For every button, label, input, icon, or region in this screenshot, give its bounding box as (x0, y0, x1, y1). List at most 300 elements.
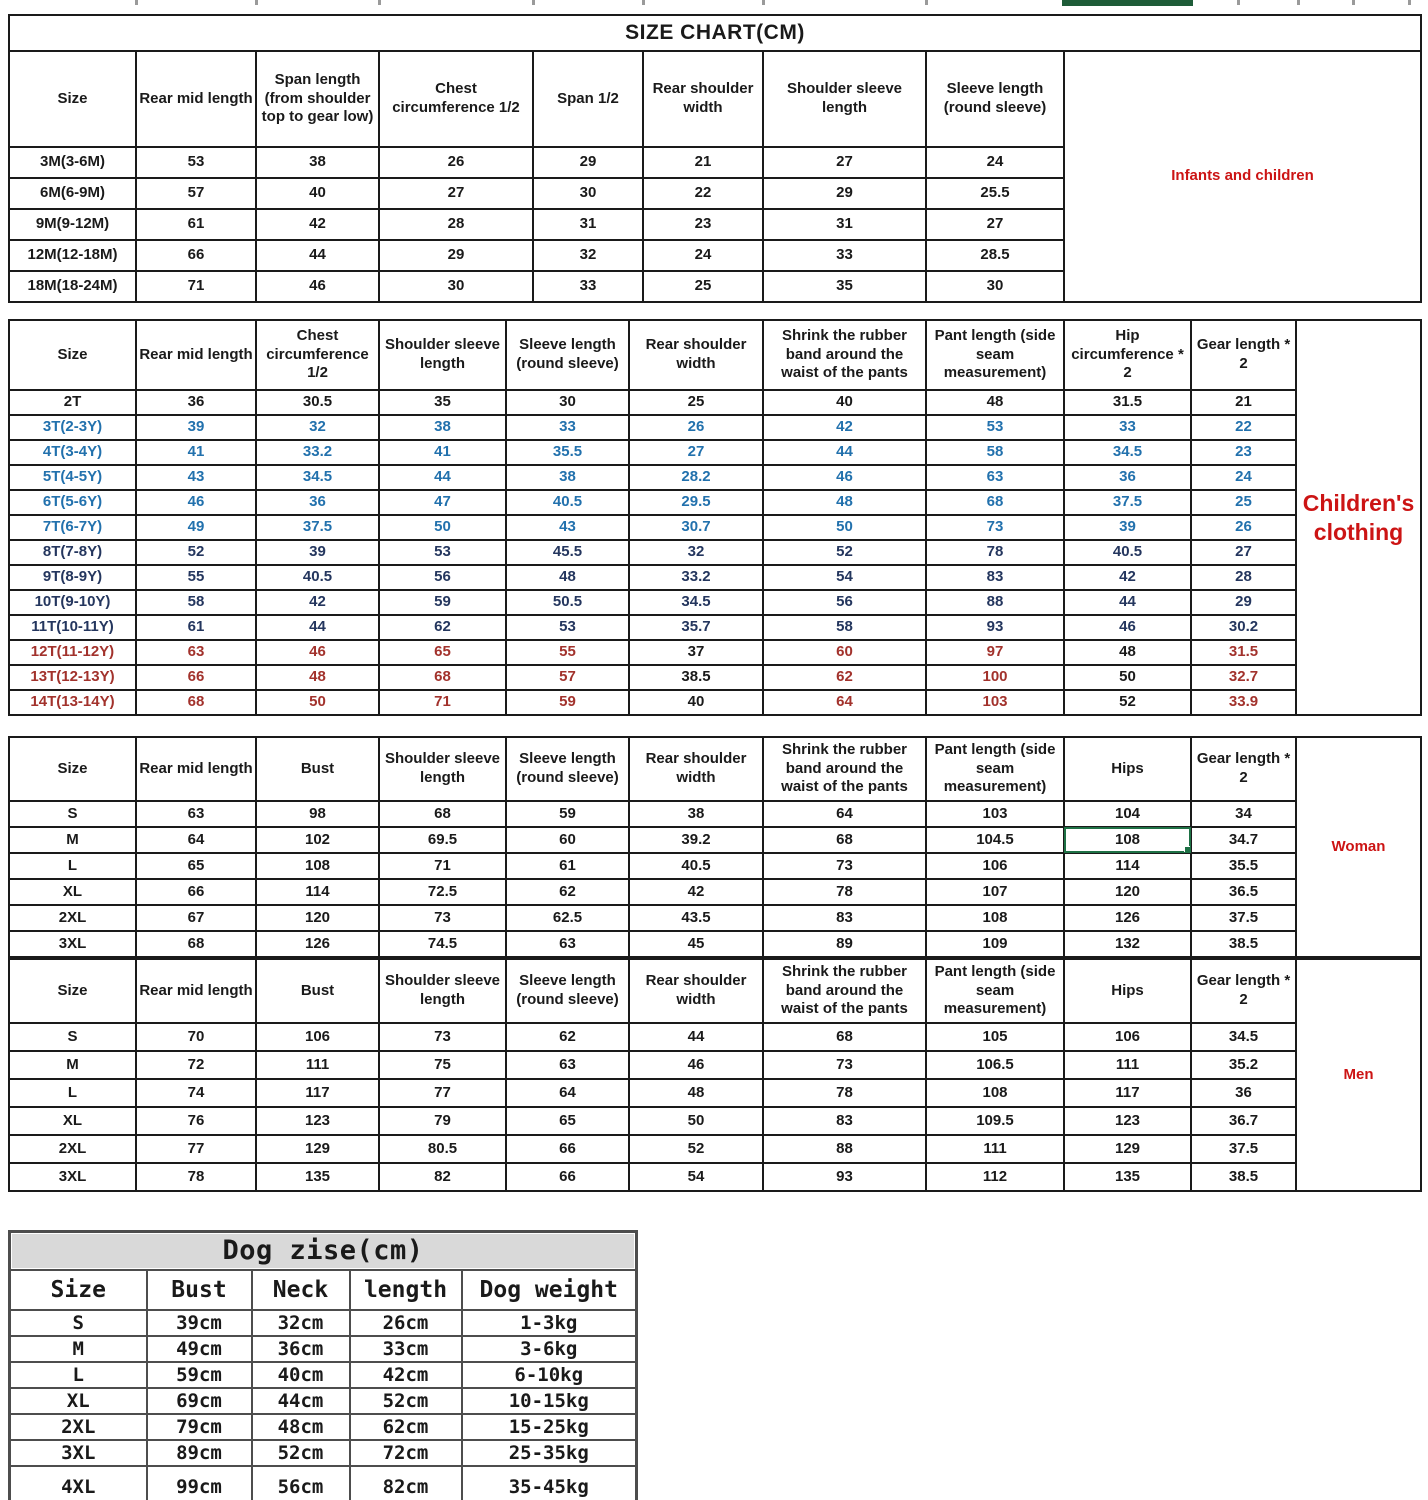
value-cell: 73 (763, 853, 926, 879)
value-cell: 54 (629, 1163, 763, 1191)
value-cell: 46 (763, 465, 926, 490)
value-cell: 25 (1191, 490, 1296, 515)
value-cell: 47 (379, 490, 506, 515)
value-cell: 31 (533, 209, 643, 240)
value-cell: 43 (136, 465, 256, 490)
value-cell: 88 (926, 590, 1064, 615)
value-cell: 68 (136, 690, 256, 715)
value-cell: 27 (763, 147, 926, 178)
gridline-tick (255, 0, 258, 5)
header-cell: Rear mid length (136, 737, 256, 801)
value-cell: 33.2 (629, 565, 763, 590)
size-cell: L (10, 1362, 147, 1388)
value-cell: 46 (629, 1051, 763, 1079)
table-row (9, 565, 1421, 590)
value-cell: 28.2 (629, 465, 763, 490)
size-cell: M (10, 1336, 147, 1362)
table-title: SIZE CHART(CM) (9, 15, 1421, 51)
value-cell: 132 (1064, 931, 1191, 957)
value-cell: 43.5 (629, 905, 763, 931)
size-cell: 6T(5-6Y) (9, 490, 136, 515)
value-cell: 40 (629, 690, 763, 715)
value-cell: 34.5 (1191, 1023, 1296, 1051)
value-cell: 58 (763, 615, 926, 640)
size-cell: 11T(10-11Y) (9, 615, 136, 640)
gridline-tick (1297, 0, 1300, 5)
value-cell: 28 (379, 209, 533, 240)
size-cell: 13T(12-13Y) (9, 665, 136, 690)
value-cell: 31.5 (1064, 390, 1191, 415)
value-cell: 40 (256, 178, 379, 209)
size-cell: 9M(9-12M) (9, 209, 136, 240)
value-cell: 32 (533, 240, 643, 271)
value-cell: 36 (136, 390, 256, 415)
value-cell: 37.5 (1191, 905, 1296, 931)
value-cell: 6-10kg (462, 1362, 637, 1388)
value-cell: 32.7 (1191, 665, 1296, 690)
value-cell: 120 (1064, 879, 1191, 905)
size-cell: S (9, 801, 136, 827)
value-cell: 111 (256, 1051, 379, 1079)
header-cell: Rear mid length (136, 320, 256, 390)
infants-table-grid (8, 14, 1422, 303)
header-cell: Size (9, 51, 136, 147)
header-cell: Chest circumference 1/2 (256, 320, 379, 390)
value-cell: 59 (506, 801, 629, 827)
table-gap (0, 716, 1428, 736)
value-cell: 135 (256, 1163, 379, 1191)
value-cell: 31 (763, 209, 926, 240)
value-cell: 42 (1064, 565, 1191, 590)
value-cell: 46 (256, 271, 379, 302)
value-cell: 109.5 (926, 1107, 1064, 1135)
value-cell: 112 (926, 1163, 1064, 1191)
value-cell: 93 (926, 615, 1064, 640)
value-cell: 33 (506, 415, 629, 440)
gridline-tick (1408, 0, 1411, 5)
value-cell: 58 (136, 590, 256, 615)
value-cell: 66 (506, 1135, 629, 1163)
header-cell: Pant length (side seam measurement) (926, 320, 1064, 390)
value-cell: 68 (763, 827, 926, 853)
table-row (9, 801, 1421, 827)
value-cell: 111 (1064, 1051, 1191, 1079)
size-cell: L (9, 853, 136, 879)
value-cell: 26 (629, 415, 763, 440)
value-cell: 44 (763, 440, 926, 465)
value-cell: 79 (379, 1107, 506, 1135)
table-row (10, 1414, 637, 1440)
value-cell: 54 (763, 565, 926, 590)
value-cell: 33 (1064, 415, 1191, 440)
value-cell: 58 (926, 440, 1064, 465)
table-row (9, 1107, 1421, 1135)
value-cell: 60 (506, 827, 629, 853)
value-cell: 62 (763, 665, 926, 690)
header-cell: Rear shoulder width (629, 320, 763, 390)
value-cell: 42 (629, 879, 763, 905)
value-cell: 32 (256, 415, 379, 440)
value-cell: 74 (136, 1079, 256, 1107)
value-cell: 44cm (252, 1388, 350, 1414)
value-cell: 37.5 (256, 515, 379, 540)
value-cell: 69cm (147, 1388, 252, 1414)
value-cell: 63 (136, 801, 256, 827)
value-cell: 34 (1191, 801, 1296, 827)
dog-table-grid (8, 1230, 638, 1500)
table-row (9, 465, 1421, 490)
value-cell: 39.2 (629, 827, 763, 853)
size-cell: 3XL (9, 931, 136, 957)
value-cell: 35 (379, 390, 506, 415)
value-cell: 66 (136, 665, 256, 690)
value-cell: 59cm (147, 1362, 252, 1388)
value-cell: 44 (629, 1023, 763, 1051)
value-cell: 37.5 (1064, 490, 1191, 515)
value-cell: 28 (1191, 565, 1296, 590)
header-cell: Size (9, 737, 136, 801)
woman-size-table (0, 736, 1428, 958)
value-cell: 36 (1191, 1079, 1296, 1107)
group-label: Children's clothing (1296, 320, 1421, 715)
header-cell: Shoulder sleeve length (763, 51, 926, 147)
value-cell: 29 (1191, 590, 1296, 615)
value-cell: 40 (763, 390, 926, 415)
table-row (9, 440, 1421, 465)
header-cell: length (350, 1270, 462, 1310)
value-cell: 82 (379, 1163, 506, 1191)
table-row (10, 1388, 637, 1414)
table-row (9, 415, 1421, 440)
header-cell: Shrink the rubber band around the waist of the pants (763, 737, 926, 801)
value-cell: 38 (506, 465, 629, 490)
value-cell: 106 (926, 853, 1064, 879)
value-cell: 44 (256, 240, 379, 271)
value-cell: 88 (763, 1135, 926, 1163)
value-cell: 106 (256, 1023, 379, 1051)
size-cell: 2XL (9, 905, 136, 931)
value-cell: 73 (763, 1051, 926, 1079)
value-cell: 60 (763, 640, 926, 665)
value-cell: 65 (136, 853, 256, 879)
value-cell: 45 (629, 931, 763, 957)
value-cell: 62 (506, 879, 629, 905)
value-cell: 37.5 (1191, 1135, 1296, 1163)
size-cell: S (10, 1310, 147, 1336)
value-cell: 89cm (147, 1440, 252, 1466)
value-cell: 72 (136, 1051, 256, 1079)
value-cell: 32 (629, 540, 763, 565)
header-cell: Shrink the rubber band around the waist of the pants (763, 959, 926, 1023)
men-size-table (0, 958, 1428, 1192)
size-cell: 9T(8-9Y) (9, 565, 136, 590)
value-cell: 57 (506, 665, 629, 690)
value-cell: 43 (506, 515, 629, 540)
value-cell: 3-6kg (462, 1336, 637, 1362)
value-cell: 44 (1064, 590, 1191, 615)
value-cell: 109 (926, 931, 1064, 957)
value-cell: 72.5 (379, 879, 506, 905)
value-cell: 33.2 (256, 440, 379, 465)
value-cell: 48 (629, 1079, 763, 1107)
value-cell: 78 (926, 540, 1064, 565)
value-cell: 114 (1064, 853, 1191, 879)
value-cell: 40.5 (256, 565, 379, 590)
header-cell: Pant length (side seam measurement) (926, 959, 1064, 1023)
table-row (9, 540, 1421, 565)
value-cell: 68 (379, 665, 506, 690)
value-cell: 65 (379, 640, 506, 665)
value-cell: 68 (763, 1023, 926, 1051)
value-cell: 56 (379, 565, 506, 590)
table-row (10, 1466, 637, 1500)
size-cell: 6M(6-9M) (9, 178, 136, 209)
value-cell: 48 (763, 490, 926, 515)
value-cell: 35.7 (629, 615, 763, 640)
value-cell: 21 (1191, 390, 1296, 415)
value-cell: 49cm (147, 1336, 252, 1362)
value-cell: 42 (256, 590, 379, 615)
value-cell: 23 (1191, 440, 1296, 465)
value-cell: 82cm (350, 1466, 462, 1500)
value-cell: 76 (136, 1107, 256, 1135)
value-cell: 27 (1191, 540, 1296, 565)
table-row (9, 905, 1421, 931)
value-cell: 78 (763, 879, 926, 905)
table-row (9, 879, 1421, 905)
selected-cell: 108 (1064, 827, 1191, 853)
gridline-tick (135, 0, 138, 5)
value-cell: 73 (379, 1023, 506, 1051)
value-cell: 108 (256, 853, 379, 879)
header-cell: Size (10, 1270, 147, 1310)
value-cell: 53 (506, 615, 629, 640)
value-cell: 77 (136, 1135, 256, 1163)
header-cell: Size (9, 320, 136, 390)
value-cell: 55 (506, 640, 629, 665)
value-cell: 53 (926, 415, 1064, 440)
value-cell: 70 (136, 1023, 256, 1051)
header-cell: Bust (256, 959, 379, 1023)
size-cell: 2XL (9, 1135, 136, 1163)
header-cell: Shoulder sleeve length (379, 959, 506, 1023)
header-cell: Gear length * 2 (1191, 737, 1296, 801)
value-cell: 50 (256, 690, 379, 715)
header-cell: Sleeve length (round sleeve) (926, 51, 1064, 147)
value-cell: 39cm (147, 1310, 252, 1336)
value-cell: 64 (506, 1079, 629, 1107)
gridline-tick (1237, 0, 1240, 5)
infants-size-table (0, 14, 1428, 303)
value-cell: 33.9 (1191, 690, 1296, 715)
value-cell: 25 (643, 271, 763, 302)
table-row (9, 827, 1421, 853)
header-cell: Rear shoulder width (643, 51, 763, 147)
group-label: Men (1296, 959, 1421, 1191)
table-row (9, 690, 1421, 715)
value-cell: 59 (506, 690, 629, 715)
value-cell: 21 (643, 147, 763, 178)
value-cell: 68 (926, 490, 1064, 515)
header-cell: Rear mid length (136, 959, 256, 1023)
value-cell: 30 (506, 390, 629, 415)
value-cell: 129 (256, 1135, 379, 1163)
value-cell: 106 (1064, 1023, 1191, 1051)
value-cell: 30 (379, 271, 533, 302)
table-row (9, 1135, 1421, 1163)
value-cell: 44 (256, 615, 379, 640)
value-cell: 10-15kg (462, 1388, 637, 1414)
value-cell: 104.5 (926, 827, 1064, 853)
value-cell: 52 (763, 540, 926, 565)
value-cell: 83 (763, 1107, 926, 1135)
value-cell: 22 (643, 178, 763, 209)
header-cell: Neck (252, 1270, 350, 1310)
value-cell: 129 (1064, 1135, 1191, 1163)
value-cell: 62 (506, 1023, 629, 1051)
excel-selection-bar (1062, 0, 1193, 6)
size-cell: XL (10, 1388, 147, 1414)
value-cell: 64 (763, 690, 926, 715)
size-cell: 5T(4-5Y) (9, 465, 136, 490)
value-cell: 106.5 (926, 1051, 1064, 1079)
value-cell: 68 (379, 801, 506, 827)
value-cell: 89 (763, 931, 926, 957)
table-gap (0, 303, 1428, 319)
table-row (9, 1051, 1421, 1079)
value-cell: 46 (1064, 615, 1191, 640)
value-cell: 53 (136, 147, 256, 178)
value-cell: 69.5 (379, 827, 506, 853)
value-cell: 36 (256, 490, 379, 515)
value-cell: 25-35kg (462, 1440, 637, 1466)
table-row (10, 1310, 637, 1336)
value-cell: 83 (763, 905, 926, 931)
value-cell: 66 (136, 879, 256, 905)
value-cell: 26cm (350, 1310, 462, 1336)
table-row (9, 490, 1421, 515)
size-cell: XL (9, 1107, 136, 1135)
size-cell: L (9, 1079, 136, 1107)
table-row (9, 390, 1421, 415)
value-cell: 24 (643, 240, 763, 271)
value-cell: 52cm (350, 1388, 462, 1414)
size-cell: M (9, 1051, 136, 1079)
value-cell: 35.2 (1191, 1051, 1296, 1079)
value-cell: 52 (136, 540, 256, 565)
value-cell: 74.5 (379, 931, 506, 957)
value-cell: 35-45kg (462, 1466, 637, 1500)
gridline-tick (1352, 0, 1355, 5)
value-cell: 34.7 (1191, 827, 1296, 853)
header-cell: Hip circumference * 2 (1064, 320, 1191, 390)
header-cell: Gear length * 2 (1191, 320, 1296, 390)
value-cell: 102 (256, 827, 379, 853)
table-title: Dog zise(cm) (10, 1232, 637, 1270)
value-cell: 123 (1064, 1107, 1191, 1135)
header-cell: Sleeve length (round sleeve) (506, 320, 629, 390)
value-cell: 29 (533, 147, 643, 178)
value-cell: 97 (926, 640, 1064, 665)
value-cell: 34.5 (256, 465, 379, 490)
value-cell: 50.5 (506, 590, 629, 615)
value-cell: 34.5 (629, 590, 763, 615)
value-cell: 31.5 (1191, 640, 1296, 665)
value-cell: 44 (379, 465, 506, 490)
value-cell: 42 (256, 209, 379, 240)
size-cell: 2XL (10, 1414, 147, 1440)
value-cell: 32cm (252, 1310, 350, 1336)
header-cell: Shrink the rubber band around the waist of the pants (763, 320, 926, 390)
value-cell: 100 (926, 665, 1064, 690)
table-row (9, 931, 1421, 957)
value-cell: 68 (136, 931, 256, 957)
table-row (9, 590, 1421, 615)
value-cell: 42 (763, 415, 926, 440)
value-cell: 108 (926, 1079, 1064, 1107)
value-cell: 26 (1191, 515, 1296, 540)
value-cell: 135 (1064, 1163, 1191, 1191)
value-cell: 36.5 (1191, 879, 1296, 905)
value-cell: 29 (379, 240, 533, 271)
value-cell: 48 (1064, 640, 1191, 665)
value-cell: 35.5 (506, 440, 629, 465)
value-cell: 117 (256, 1079, 379, 1107)
value-cell: 98 (256, 801, 379, 827)
value-cell: 66 (136, 240, 256, 271)
header-cell: Pant length (side seam measurement) (926, 737, 1064, 801)
gridline-tick (925, 0, 928, 5)
value-cell: 63 (926, 465, 1064, 490)
gridline-tick (378, 0, 381, 5)
value-cell: 99cm (147, 1466, 252, 1500)
value-cell: 62 (379, 615, 506, 640)
value-cell: 40.5 (1064, 540, 1191, 565)
value-cell: 80.5 (379, 1135, 506, 1163)
header-cell: Span 1/2 (533, 51, 643, 147)
value-cell: 57 (136, 178, 256, 209)
value-cell: 52 (1064, 690, 1191, 715)
value-cell: 33cm (350, 1336, 462, 1362)
value-cell: 25.5 (926, 178, 1064, 209)
value-cell: 50 (763, 515, 926, 540)
men-table-grid (8, 958, 1422, 1192)
value-cell: 103 (926, 690, 1064, 715)
value-cell: 35 (763, 271, 926, 302)
header-cell: Shoulder sleeve length (379, 320, 506, 390)
value-cell: 38 (256, 147, 379, 178)
value-cell: 61 (136, 615, 256, 640)
value-cell: 39 (256, 540, 379, 565)
group-label: Woman (1296, 737, 1421, 957)
value-cell: 41 (379, 440, 506, 465)
header-cell: Chest circumference 1/2 (379, 51, 533, 147)
value-cell: 123 (256, 1107, 379, 1135)
value-cell: 30.2 (1191, 615, 1296, 640)
value-cell: 33 (533, 271, 643, 302)
woman-table-grid (8, 736, 1422, 958)
value-cell: 48cm (252, 1414, 350, 1440)
value-cell: 111 (926, 1135, 1064, 1163)
value-cell: 103 (926, 801, 1064, 827)
value-cell: 22 (1191, 415, 1296, 440)
header-cell: Gear length * 2 (1191, 959, 1296, 1023)
value-cell: 61 (136, 209, 256, 240)
value-cell: 77 (379, 1079, 506, 1107)
value-cell: 26 (379, 147, 533, 178)
value-cell: 64 (763, 801, 926, 827)
size-cell: 3XL (10, 1440, 147, 1466)
